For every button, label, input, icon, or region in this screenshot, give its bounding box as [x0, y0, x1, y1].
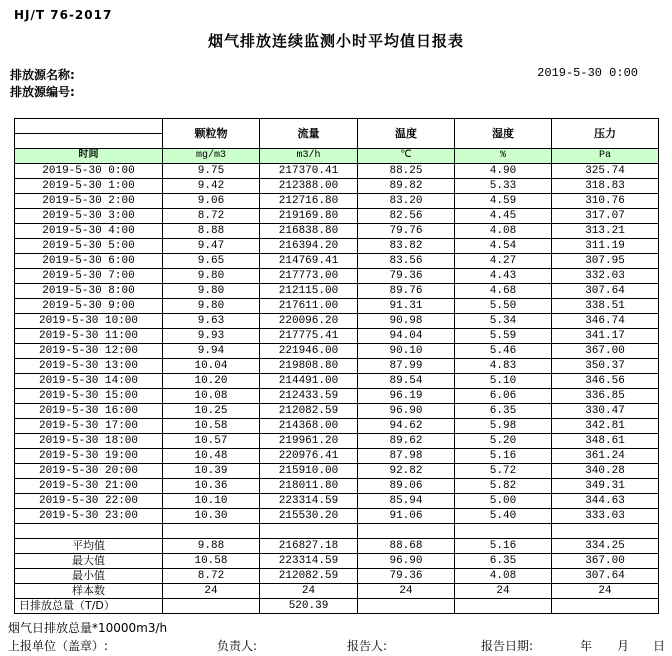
value-cell: 215530.20: [260, 509, 358, 524]
value-cell: 10.58: [163, 554, 260, 569]
value-cell: 216827.18: [260, 539, 358, 554]
value-cell: 219961.20: [260, 434, 358, 449]
signature-row: [0, 637, 672, 653]
value-cell: [455, 524, 552, 539]
table-row: [15, 329, 659, 344]
time-cell: 2019-5-30 18:00: [15, 434, 163, 449]
header-empty-cell-1: [15, 119, 163, 134]
time-cell: 2019-5-30 3:00: [15, 209, 163, 224]
value-cell: 317.07: [552, 209, 659, 224]
value-cell: 5.33: [455, 179, 552, 194]
day-label: 日: [653, 639, 666, 653]
column-header-pressure: 压力: [552, 119, 659, 149]
summary-row: [15, 569, 659, 584]
time-cell: 2019-5-30 11:00: [15, 329, 163, 344]
value-cell: 87.98: [358, 449, 455, 464]
value-cell: 5.59: [455, 329, 552, 344]
emission-source-name-label: 排放源名称:: [10, 68, 75, 82]
value-cell: 9.65: [163, 254, 260, 269]
value-cell: 96.19: [358, 389, 455, 404]
value-cell: 307.64: [552, 284, 659, 299]
value-cell: 310.76: [552, 194, 659, 209]
value-cell: 333.03: [552, 509, 659, 524]
table-row: [15, 419, 659, 434]
value-cell: 89.76: [358, 284, 455, 299]
value-cell: 88.68: [358, 539, 455, 554]
value-cell: 5.16: [455, 449, 552, 464]
monitoring-table: [14, 118, 659, 614]
summary-label-cell: 最小值: [15, 569, 163, 584]
value-cell: 89.82: [358, 179, 455, 194]
value-cell: 96.90: [358, 404, 455, 419]
value-cell: 88.25: [358, 164, 455, 179]
value-cell: 24: [358, 584, 455, 599]
value-cell: 218011.80: [260, 479, 358, 494]
value-cell: 4.54: [455, 239, 552, 254]
table-row: [15, 224, 659, 239]
table-row: [15, 509, 659, 524]
value-cell: 4.43: [455, 269, 552, 284]
value-cell: 223314.59: [260, 494, 358, 509]
value-cell: 216838.80: [260, 224, 358, 239]
value-cell: 217775.41: [260, 329, 358, 344]
value-cell: [163, 524, 260, 539]
value-cell: 10.25: [163, 404, 260, 419]
value-cell: 341.17: [552, 329, 659, 344]
unit-percent: %: [455, 149, 552, 164]
value-cell: 4.68: [455, 284, 552, 299]
value-cell: 5.46: [455, 344, 552, 359]
value-cell: 6.35: [455, 404, 552, 419]
value-cell: 346.74: [552, 314, 659, 329]
value-cell: 307.64: [552, 569, 659, 584]
summary-row: [15, 539, 659, 554]
value-cell: [358, 599, 455, 614]
table-row: [15, 194, 659, 209]
value-cell: 79.36: [358, 569, 455, 584]
column-header-flow: 流量: [260, 119, 358, 149]
time-cell: 2019-5-30 9:00: [15, 299, 163, 314]
value-cell: 367.00: [552, 344, 659, 359]
value-cell: 79.36: [358, 269, 455, 284]
column-header-particulate: 颗粒物: [163, 119, 260, 149]
time-column-header: 时间: [15, 149, 163, 164]
table-row: [15, 239, 659, 254]
report-unit-label: 上报单位（盖章）:: [8, 639, 109, 653]
value-cell: 307.95: [552, 254, 659, 269]
value-cell: 344.63: [552, 494, 659, 509]
time-cell: 2019-5-30 22:00: [15, 494, 163, 509]
unit-pa: Pa: [552, 149, 659, 164]
value-cell: 85.94: [358, 494, 455, 509]
value-cell: 5.16: [455, 539, 552, 554]
value-cell: 4.45: [455, 209, 552, 224]
value-cell: 325.74: [552, 164, 659, 179]
time-cell: 2019-5-30 16:00: [15, 404, 163, 419]
value-cell: 212082.59: [260, 569, 358, 584]
value-cell: 9.47: [163, 239, 260, 254]
value-cell: 83.56: [358, 254, 455, 269]
value-cell: [552, 524, 659, 539]
table-row: [15, 314, 659, 329]
value-cell: 9.80: [163, 284, 260, 299]
value-cell: 24: [260, 584, 358, 599]
table-row: [15, 374, 659, 389]
value-cell: 10.20: [163, 374, 260, 389]
value-cell: 215910.00: [260, 464, 358, 479]
value-cell: 216394.20: [260, 239, 358, 254]
table-row: [15, 449, 659, 464]
value-cell: 83.20: [358, 194, 455, 209]
value-cell: [455, 599, 552, 614]
value-cell: 4.59: [455, 194, 552, 209]
table-row: [15, 344, 659, 359]
value-cell: 4.27: [455, 254, 552, 269]
page-title: 烟气排放连续监测小时平均值日报表: [207, 32, 464, 50]
value-cell: 221946.00: [260, 344, 358, 359]
report-datetime: 2019-5-30 0:00: [537, 66, 638, 80]
value-cell: [552, 599, 659, 614]
value-cell: 79.76: [358, 224, 455, 239]
value-cell: 5.82: [455, 479, 552, 494]
header-row-1: [15, 119, 659, 134]
summary-label-cell: 平均值: [15, 539, 163, 554]
value-cell: 332.03: [552, 269, 659, 284]
table-row: [15, 269, 659, 284]
value-cell: 10.58: [163, 419, 260, 434]
unit-mg-m3: mg/m3: [163, 149, 260, 164]
table-row: [15, 179, 659, 194]
summary-row: [15, 599, 659, 614]
unit-celsius: ℃: [358, 149, 455, 164]
time-cell: 2019-5-30 20:00: [15, 464, 163, 479]
value-cell: 90.98: [358, 314, 455, 329]
value-cell: 212388.00: [260, 179, 358, 194]
summary-row: [15, 554, 659, 569]
summary-label-cell: 最大值: [15, 554, 163, 569]
value-cell: 212716.80: [260, 194, 358, 209]
value-cell: 367.00: [552, 554, 659, 569]
time-cell: 2019-5-30 2:00: [15, 194, 163, 209]
table-row: [15, 404, 659, 419]
value-cell: 90.10: [358, 344, 455, 359]
value-cell: 92.82: [358, 464, 455, 479]
value-cell: 24: [163, 584, 260, 599]
value-cell: 9.93: [163, 329, 260, 344]
value-cell: 9.80: [163, 299, 260, 314]
value-cell: 10.48: [163, 449, 260, 464]
value-cell: 91.06: [358, 509, 455, 524]
value-cell: 212082.59: [260, 404, 358, 419]
value-cell: 83.82: [358, 239, 455, 254]
column-header-temperature: 温度: [358, 119, 455, 149]
value-cell: 212433.59: [260, 389, 358, 404]
value-cell: 5.72: [455, 464, 552, 479]
time-cell: 2019-5-30 0:00: [15, 164, 163, 179]
value-cell: 89.62: [358, 434, 455, 449]
value-cell: 94.04: [358, 329, 455, 344]
value-cell: 91.31: [358, 299, 455, 314]
value-cell: 4.83: [455, 359, 552, 374]
value-cell: 9.80: [163, 269, 260, 284]
value-cell: 520.39: [260, 599, 358, 614]
value-cell: 89.54: [358, 374, 455, 389]
value-cell: 214769.41: [260, 254, 358, 269]
value-cell: 313.21: [552, 224, 659, 239]
time-cell: 2019-5-30 5:00: [15, 239, 163, 254]
value-cell: 10.39: [163, 464, 260, 479]
value-cell: 10.08: [163, 389, 260, 404]
value-cell: 5.50: [455, 299, 552, 314]
table-row: [15, 389, 659, 404]
value-cell: 82.56: [358, 209, 455, 224]
value-cell: 348.61: [552, 434, 659, 449]
value-cell: 89.06: [358, 479, 455, 494]
value-cell: 10.04: [163, 359, 260, 374]
table-row: [15, 164, 659, 179]
value-cell: 9.42: [163, 179, 260, 194]
table-row: [15, 284, 659, 299]
table-row: [15, 494, 659, 509]
value-cell: 94.62: [358, 419, 455, 434]
value-cell: 330.47: [552, 404, 659, 419]
emission-source-code-label: 排放源编号:: [10, 85, 75, 99]
value-cell: 349.31: [552, 479, 659, 494]
table-row: [15, 479, 659, 494]
time-cell: 2019-5-30 12:00: [15, 344, 163, 359]
value-cell: 5.10: [455, 374, 552, 389]
value-cell: 4.08: [455, 569, 552, 584]
value-cell: 4.90: [455, 164, 552, 179]
total-emission-note: 烟气日排放总量*10000m3/h: [8, 621, 168, 635]
unit-row: [15, 149, 659, 164]
value-cell: 9.06: [163, 194, 260, 209]
value-cell: 4.08: [455, 224, 552, 239]
time-cell: 2019-5-30 14:00: [15, 374, 163, 389]
value-cell: 8.72: [163, 209, 260, 224]
summary-label-cell: 日排放总量（T/D）: [15, 599, 163, 614]
value-cell: 318.83: [552, 179, 659, 194]
time-cell: 2019-5-30 17:00: [15, 419, 163, 434]
time-cell: [15, 524, 163, 539]
standard-number: HJ/T 76-2017: [14, 8, 113, 22]
value-cell: 10.57: [163, 434, 260, 449]
value-cell: 5.40: [455, 509, 552, 524]
column-header-humidity: 湿度: [455, 119, 552, 149]
value-cell: 361.24: [552, 449, 659, 464]
value-cell: [358, 524, 455, 539]
value-cell: 346.56: [552, 374, 659, 389]
time-cell: 2019-5-30 4:00: [15, 224, 163, 239]
value-cell: 223314.59: [260, 554, 358, 569]
summary-label-cell: 样本数: [15, 584, 163, 599]
table-row: [15, 254, 659, 269]
time-cell: 2019-5-30 19:00: [15, 449, 163, 464]
value-cell: 334.25: [552, 539, 659, 554]
value-cell: 311.19: [552, 239, 659, 254]
year-label: 年: [580, 639, 593, 653]
value-cell: 6.35: [455, 554, 552, 569]
value-cell: 5.98: [455, 419, 552, 434]
header-empty-cell-2: [15, 134, 163, 149]
value-cell: 217611.00: [260, 299, 358, 314]
value-cell: [260, 524, 358, 539]
value-cell: 219808.80: [260, 359, 358, 374]
value-cell: 350.37: [552, 359, 659, 374]
table-row: [15, 209, 659, 224]
value-cell: 5.34: [455, 314, 552, 329]
value-cell: 338.51: [552, 299, 659, 314]
table-row: [15, 299, 659, 314]
value-cell: 24: [552, 584, 659, 599]
spacer-row: [15, 524, 659, 539]
reporter-label: 报告人:: [347, 639, 388, 653]
time-cell: 2019-5-30 1:00: [15, 179, 163, 194]
value-cell: 336.85: [552, 389, 659, 404]
unit-m3-h: m3/h: [260, 149, 358, 164]
time-cell: 2019-5-30 10:00: [15, 314, 163, 329]
summary-row: [15, 584, 659, 599]
value-cell: 9.63: [163, 314, 260, 329]
value-cell: 5.00: [455, 494, 552, 509]
value-cell: 9.94: [163, 344, 260, 359]
value-cell: [163, 599, 260, 614]
time-cell: 2019-5-30 6:00: [15, 254, 163, 269]
value-cell: 9.88: [163, 539, 260, 554]
value-cell: 214491.00: [260, 374, 358, 389]
value-cell: 8.72: [163, 569, 260, 584]
time-cell: 2019-5-30 8:00: [15, 284, 163, 299]
table-row: [15, 359, 659, 374]
value-cell: 10.30: [163, 509, 260, 524]
value-cell: 212115.00: [260, 284, 358, 299]
time-cell: 2019-5-30 23:00: [15, 509, 163, 524]
value-cell: 87.99: [358, 359, 455, 374]
value-cell: 10.10: [163, 494, 260, 509]
value-cell: 220096.20: [260, 314, 358, 329]
time-cell: 2019-5-30 21:00: [15, 479, 163, 494]
value-cell: 10.36: [163, 479, 260, 494]
value-cell: 24: [455, 584, 552, 599]
value-cell: 219169.80: [260, 209, 358, 224]
value-cell: 5.20: [455, 434, 552, 449]
time-cell: 2019-5-30 7:00: [15, 269, 163, 284]
time-cell: 2019-5-30 13:00: [15, 359, 163, 374]
value-cell: 96.90: [358, 554, 455, 569]
value-cell: 340.28: [552, 464, 659, 479]
report-date-label: 报告日期:: [481, 639, 534, 653]
time-cell: 2019-5-30 15:00: [15, 389, 163, 404]
manager-label: 负责人:: [217, 639, 258, 653]
data-rows: [15, 119, 659, 614]
table-row: [15, 434, 659, 449]
value-cell: 220976.41: [260, 449, 358, 464]
value-cell: 6.06: [455, 389, 552, 404]
value-cell: 342.81: [552, 419, 659, 434]
table-row: [15, 464, 659, 479]
value-cell: 9.75: [163, 164, 260, 179]
month-label: 月: [617, 639, 630, 653]
value-cell: 217370.41: [260, 164, 358, 179]
value-cell: 214368.00: [260, 419, 358, 434]
value-cell: 217773.00: [260, 269, 358, 284]
value-cell: 8.88: [163, 224, 260, 239]
